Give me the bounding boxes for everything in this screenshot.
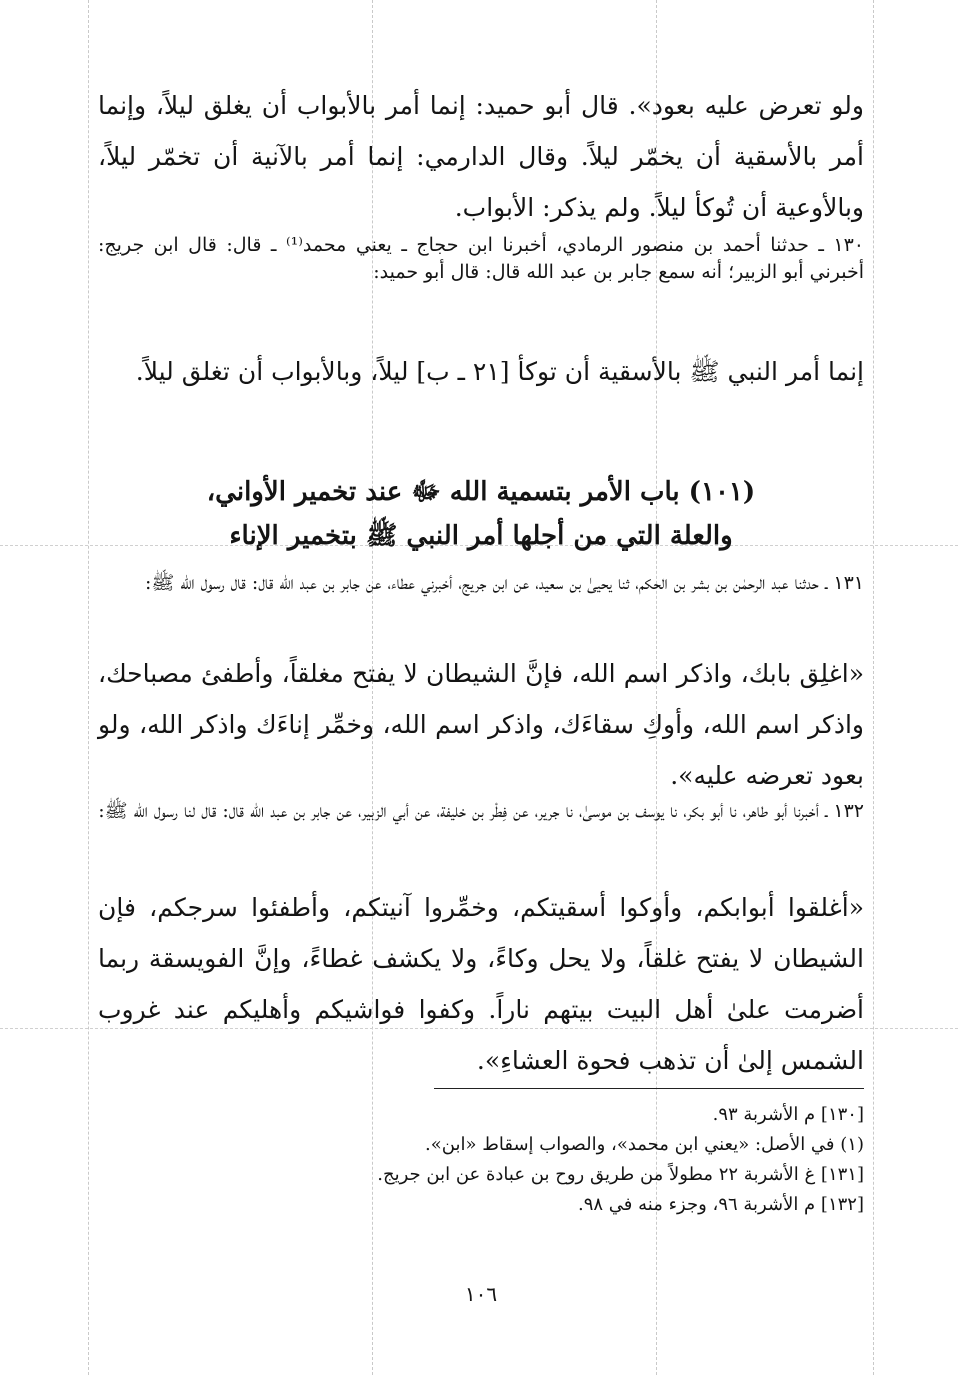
scan-guide-line [88,0,89,1375]
narration-131: ١٣١ ـ حدثنا عبد الرحمٰن بن بشر بن الحكم، ثنا يحيىٰ بن سعيد، عن ابن جريج، أخبرني عطاء، عن جابر بن عبد الله قال: قال رسول الله ﷺ: [144,572,864,594]
hadith-text-132: «أغلقوا أبوابكم، وأوكوا أسقيتكم، وخمِّروا آنيتكم، وأطفئوا سرجكم، فإن الشيطان لا يفتح غلقاً، ولا يحل وكاءً، ولا يكشف غطاءً، وإنَّ الفويسقة ربما أضرمت علىٰ أهل البيت بيتهم ناراً. وكفوا فواشيكم وأهليكم عند غروب الشمس إلىٰ أن تذهب فحوة العشاءِ». [98,893,864,1075]
footnote-131: [١٣١] غ الأشربة ٢٢ مطولاً من طريق روح بن عبادة عن ابن جريج. [377,1164,864,1185]
narration-132: ١٣٢ ـ أخبرنا أبو طاهر، نا أبو بكر، نا يوسف بن موسىٰ، نا جرير، عن فِطْر بن خليفة، عن أبي الزبير، عن جابر بن عبد الله قال: قال لنا رسول الله ﷺ: [98,800,864,822]
hadith-text-131: «اغلِق بابك، واذكر اسم الله، فإنَّ الشيطان لا يفتح مغلقاً، وأطفئ مصباحك، واذكر اسم الله، وأوكِ سقاءَك، واذكر اسم الله، وخمِّر إناءَك واذكر الله، ولو بعود تعرضه عليه». [98,659,864,790]
footnote-1: (١) في الأصل: «يعني ابن محمد»، والصواب إسقاط «ابن». [425,1134,864,1155]
footnote-132: [١٣٢] م الأشربة ٩٦، وجزء منه في ٩٨. [578,1194,864,1215]
page-number: ١٠٦ [464,1282,498,1306]
chapter-heading-line-2: والعلة التي من أجلها أمر النبي ﷺ بتخمير الإناء [229,521,733,551]
footnote-130: [١٣٠] م الأشربة ٩٣. [712,1104,864,1125]
footnotes [98,1100,864,1220]
hadith-text-130: إنما أمر النبي ﷺ بالأسقية أن توكأ [٢١ ـ ب] ليلاً، وبالأبواب أن تغلق ليلاً. [135,357,864,386]
narration-130: ١٣٠ ـ حدثنا أحمد بن منصور الرمادي، أخبرنا ابن حجاج ـ يعني محمد⁽¹⁾ ـ قال: قال ابن جريج: أخبرني أبو الزبير؛ أنه سمع جابر بن عبد الله قال: قال أبو حميد: [98,234,864,283]
paragraph-continuation: ولو تعرض عليه بعود». قال أبو حميد: إنما أمر بالأبواب أن يغلق ليلاً، وإنما أمر بالأسقية أن يخمّر ليلاً. وقال الدارمي: إنما أمر بالآنية أن تخمّر ليلاً، وبالأوعية أن تُوكأ ليلاً. ولم يذكر: الأبواب. [98,91,864,222]
scan-guide-line [873,0,874,1375]
chapter-heading-line-1: (١٠١) باب الأمر بتسمية الله ﷻ عند تخمير الأواني، [206,477,756,507]
footnote-divider [434,1088,864,1089]
chapter-heading [98,470,864,558]
